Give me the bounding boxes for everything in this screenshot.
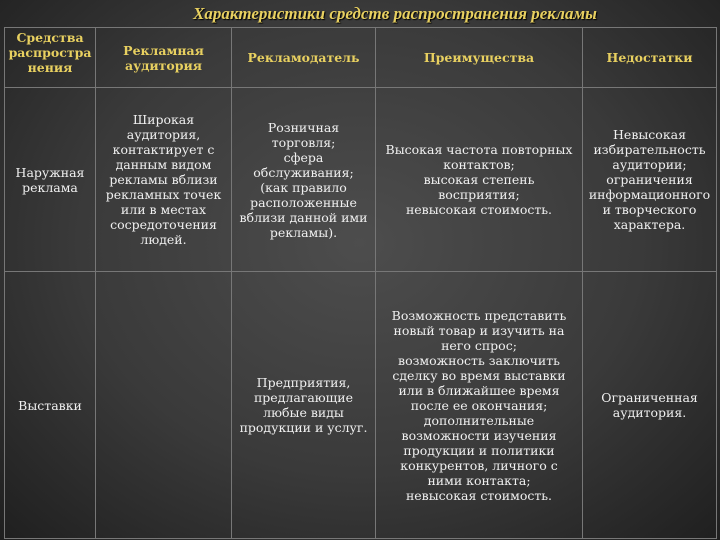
row-audience: [96, 272, 232, 539]
row-audience: Широкая аудитория, контактирует с данным видом рекламы вблизи рекламных точек или в местах сосредоточения людей.: [96, 88, 232, 272]
table-row: [5, 88, 717, 272]
row-advantages: Высокая частота повторных контактов; высокая степень восприятия; невысокая стоимость.: [376, 88, 583, 272]
row-advertiser: Розничная торговля; сфера обслуживания; (как правило расположенные вблизи данной ими рекламы).: [232, 88, 376, 272]
row-disadvantages: Ограниченная аудитория.: [583, 272, 717, 539]
table-row: [5, 272, 717, 539]
header-disadvantages: Недостатки: [583, 28, 717, 88]
header-advantages: Преимущества: [376, 28, 583, 88]
row-media: Выставки: [5, 272, 96, 539]
row-advantages: Возможность представить новый товар и изучить на него спрос; возможность заключить сделку во время выставки или в ближайшее время после ее окончания; дополнительные возможности изучения продукции и политики конкурентов, личного с ними контакта; невысокая стоимость.: [376, 272, 583, 539]
row-disadvantages: Невысокая избирательность аудитории; ограничения информационного и творческого характера.: [583, 88, 717, 272]
row-advertiser: Предприятия, предлагающие любые виды продукции и услуг.: [232, 272, 376, 539]
table-header-row: [5, 28, 717, 88]
page-title: Характеристики средств распространения рекламы: [193, 4, 597, 23]
media-characteristics-table: [4, 27, 717, 539]
header-audience: Рекламная аудитория: [96, 28, 232, 88]
header-advertiser: Рекламодатель: [232, 28, 376, 88]
row-media: Наружная реклама: [5, 88, 96, 272]
header-media: Средства распростра нения: [5, 28, 96, 88]
